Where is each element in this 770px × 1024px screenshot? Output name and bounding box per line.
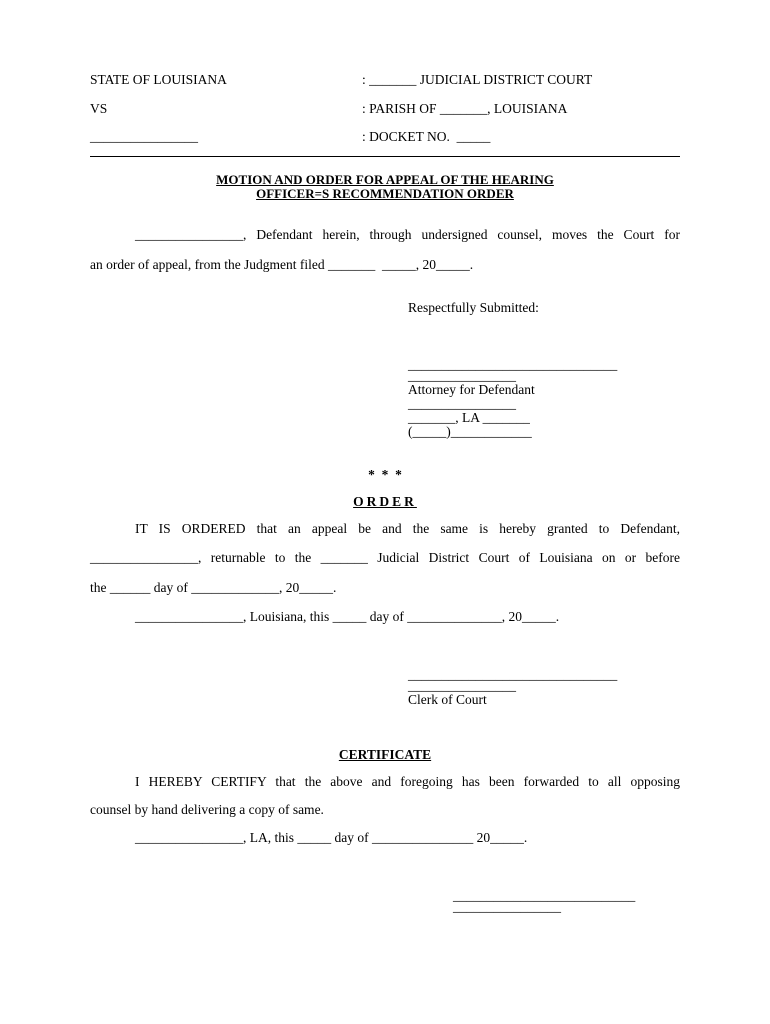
document-title-line1: MOTION AND ORDER FOR APPEAL OF THE HEARING (216, 172, 554, 187)
clerk-label: Clerk of Court (408, 692, 487, 707)
order-heading: ORDER (353, 494, 417, 509)
document-title-line2: OFFICER=S RECOMMENDATION ORDER (256, 186, 514, 201)
certificate-heading: CERTIFICATE (338, 747, 432, 762)
clerk-signature-line: _______________________________ (408, 667, 618, 682)
attorney-signature-line2: ________________ (408, 368, 516, 383)
order-date-line: ________________, Louisiana, this _____ day of ______________, 20_____. (135, 609, 560, 624)
respectfully-submitted: Respectfully Submitted: (408, 300, 539, 315)
state-label: STATE OF LOUISIANA (90, 72, 227, 87)
certificate-signature-line2: ________________ (453, 899, 561, 914)
vs-label: VS (90, 101, 108, 116)
clerk-signature-line2: ________________ (408, 678, 516, 693)
attorney-address-line1: ________________ (408, 396, 516, 411)
order-paragraph-line1: IT IS ORDERED that an appeal be and the same is hereby granted to Defendant, (135, 521, 680, 536)
certificate-signature-line: ___________________________ (453, 888, 636, 903)
attorney-label: Attorney for Defendant (408, 382, 535, 397)
motion-paragraph-line1: ________________, Defendant herein, through undersigned counsel, moves the Court for (135, 227, 680, 242)
certificate-paragraph-line2: counsel by hand delivering a copy of same. (90, 802, 324, 817)
caption-divider (90, 156, 680, 157)
party-blank: ________________ (90, 129, 198, 144)
motion-paragraph-line2: an order of appeal, from the Judgment filed _______ _____, 20_____. (90, 257, 474, 272)
attorney-phone: (_____)____________ (408, 424, 532, 439)
docket-label: : DOCKET NO. _____ (362, 129, 491, 144)
certificate-date-line: ________________, LA, this _____ day of _______________ 20_____. (135, 830, 528, 845)
section-separator: * * * (368, 467, 402, 482)
parish-label: : PARISH OF _______, LOUISIANA (362, 101, 568, 116)
order-paragraph-line2: ________________, returnable to the _______ Judicial District Court of Louisiana on or before (90, 550, 680, 565)
court-label: : _______ JUDICIAL DISTRICT COURT (362, 72, 593, 87)
attorney-address-line2: _______, LA _______ (408, 410, 530, 425)
certificate-paragraph-line1: I HEREBY CERTIFY that the above and foregoing has been forwarded to all opposing (135, 774, 680, 789)
order-paragraph-line3: the ______ day of _____________, 20_____. (90, 580, 337, 595)
attorney-signature-line: _______________________________ (408, 357, 618, 372)
